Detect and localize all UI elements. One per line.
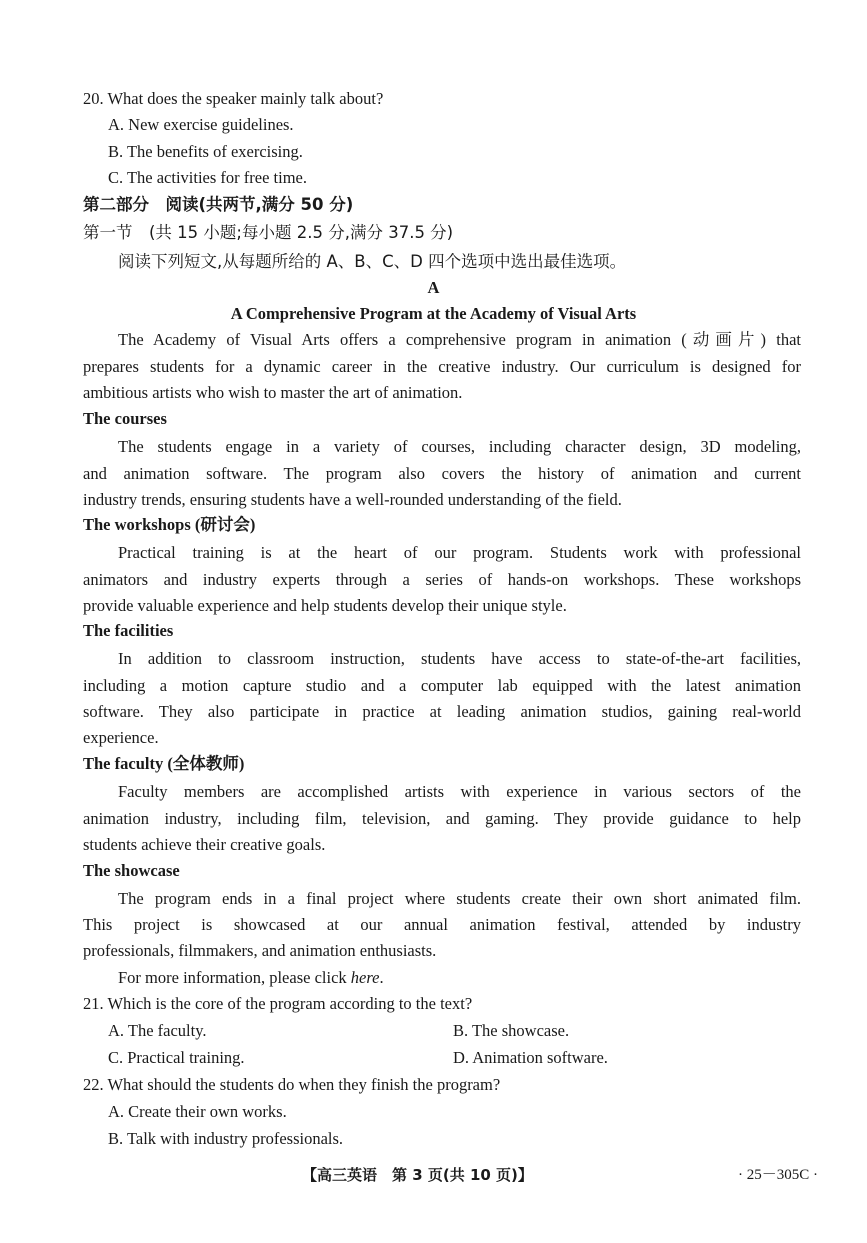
part-heading: 第二部分 阅读(共两节,满分 50 分)	[83, 195, 354, 214]
page-footer: 【高三英语 第 3 页(共 10 页)】	[302, 1166, 533, 1184]
q20-option-c: C. The activities for free time.	[108, 168, 307, 187]
q20-option-b: B. The benefits of exercising.	[108, 142, 303, 161]
instructions: 阅读下列短文,从每题所给的 A、B、C、D 四个选项中选出最佳选项。	[118, 252, 627, 271]
q21-option-c: C. Practical training.	[108, 1048, 245, 1067]
facilities-line-2: including a motion capture studio and a computer lab equipped with the latest animation	[83, 676, 801, 695]
more-info-text: For more information, please click	[118, 968, 351, 987]
facilities-line-1: In addition to classroom instruction, students have access to state-of-the-art facilities,	[118, 649, 801, 668]
workshops-line-1: Practical training is at the heart of our program. Students work with professional	[118, 543, 801, 562]
question-22: 22. What should the students do when they finish the program?	[83, 1075, 501, 1094]
more-info	[118, 968, 384, 988]
more-info-period: .	[379, 968, 384, 987]
q21-option-d: D. Animation software.	[453, 1048, 608, 1067]
courses-line-1: The students engage in a variety of courses, including character design, 3D modeling,	[118, 437, 801, 456]
q22-option-a: A. Create their own works.	[108, 1102, 287, 1121]
faculty-line-3: students achieve their creative goals.	[83, 835, 326, 854]
intro-line-2: prepares students for a dynamic career in the creative industry. Our curriculum is designed for	[83, 357, 801, 376]
faculty-line-2: animation industry, including film, television, and gaming. They provide guidance to help	[83, 809, 801, 828]
passage-label: A	[427, 278, 440, 297]
workshops-line-2: animators and industry experts through a series of hands-on workshops. These workshops	[83, 570, 801, 589]
courses-line-2: and animation software. The program also covers the history of animation and current	[83, 464, 801, 483]
showcase-line-1: The program ends in a final project where students create their own short animated film.	[118, 889, 801, 908]
passage-title: A Comprehensive Program at the Academy of Visual Arts	[230, 304, 637, 323]
facilities-line-4: experience.	[83, 728, 159, 747]
intro-line-1: The Academy of Visual Arts offers a comprehensive program in animation (动画片) that	[118, 330, 801, 349]
intro-line-3: ambitious artists who wish to master the art of animation.	[83, 383, 463, 402]
showcase-line-3: professionals, filmmakers, and animation enthusiasts.	[83, 941, 437, 960]
workshops-line-3: provide valuable experience and help students develop their unique style.	[83, 596, 567, 615]
here-link[interactable]: here	[350, 968, 380, 987]
showcase-heading: The showcase	[83, 861, 180, 880]
faculty-heading: The faculty (全体教师)	[83, 754, 245, 773]
courses-line-3: industry trends, ensuring students have a well-rounded understanding of the field.	[83, 490, 622, 509]
q21-option-a: A. The faculty.	[108, 1021, 207, 1040]
faculty-line-1: Faculty members are accomplished artists with experience in various sectors of the	[118, 782, 801, 801]
workshops-heading: The workshops (研讨会)	[83, 515, 256, 534]
courses-heading: The courses	[83, 409, 167, 428]
facilities-heading: The facilities	[83, 621, 174, 640]
showcase-line-2: This project is showcased at our annual animation festival, attended by industry	[83, 915, 801, 934]
q22-option-b: B. Talk with industry professionals.	[108, 1129, 344, 1148]
facilities-line-3: software. They also participate in practice at leading animation studios, gaining real-world	[83, 702, 801, 721]
q21-option-b: B. The showcase.	[453, 1021, 570, 1040]
subsection-heading: 第一节 (共 15 小题;每小题 2.5 分,满分 37.5 分)	[83, 223, 454, 242]
q20-option-a: A. New exercise guidelines.	[108, 115, 294, 134]
question-20: 20. What does the speaker mainly talk about?	[83, 89, 384, 108]
exam-code: · 25－305C ·	[738, 1167, 818, 1183]
question-21: 21. Which is the core of the program according to the text?	[83, 994, 473, 1013]
